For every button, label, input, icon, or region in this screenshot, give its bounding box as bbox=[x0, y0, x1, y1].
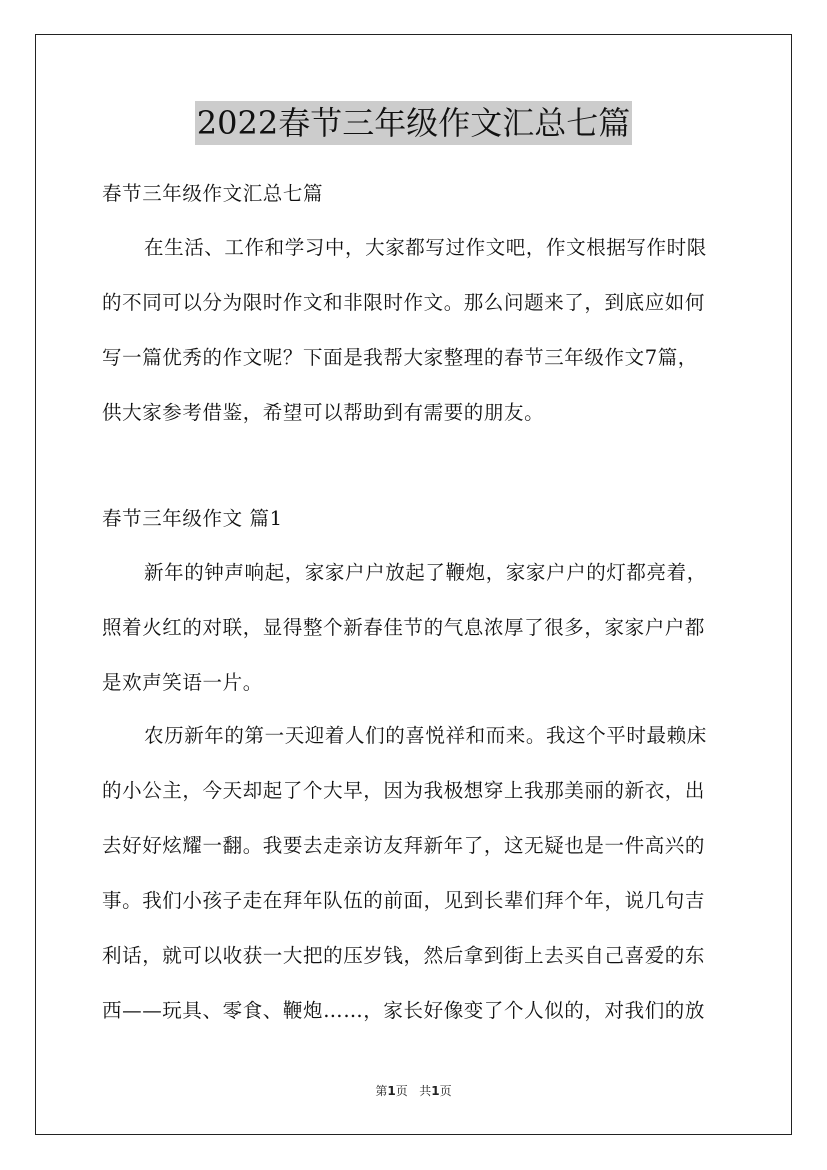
paragraph-line: 事。我们小孩子走在拜年队伍的前面，见到长辈们拜个年，说几句吉 bbox=[102, 889, 706, 912]
section-heading bbox=[102, 491, 728, 546]
document-subtitle bbox=[102, 166, 728, 221]
document-title-text: 2022春节三年级作文汇总七篇 bbox=[195, 101, 632, 145]
page-number bbox=[375, 1084, 407, 1098]
intro-line: 在生活、工作和学习中，大家都写过作文吧，作文根据写作时限 bbox=[144, 236, 707, 259]
total-prefix: 共 bbox=[419, 1084, 432, 1098]
page-prefix: 第 bbox=[375, 1084, 388, 1098]
page-total bbox=[419, 1084, 451, 1098]
intro-line: 供大家参考借鉴，希望可以帮助到有需要的朋友。 bbox=[102, 401, 545, 424]
document-title bbox=[0, 101, 827, 145]
paragraph-line: 新年的钟声响起，家家户户放起了鞭炮，家家户户的灯都亮着， bbox=[144, 561, 707, 584]
paragraph-2 bbox=[102, 708, 728, 1038]
page-footer bbox=[0, 1082, 827, 1099]
total-suffix: 页 bbox=[439, 1084, 452, 1098]
paragraph-line: 西——玩具、零食、鞭炮……，家长好像变了个人似的，对我们的放 bbox=[102, 999, 706, 1022]
page-suffix: 页 bbox=[395, 1084, 408, 1098]
intro-paragraph bbox=[102, 220, 728, 440]
page-current: 1 bbox=[387, 1084, 396, 1098]
paragraph-line: 农历新年的第一天迎着人们的喜悦祥和而来。我这个平时最赖床 bbox=[144, 724, 707, 747]
section-heading-text: 春节三年级作文 篇1 bbox=[102, 507, 283, 530]
intro-line: 写一篇优秀的作文呢？下面是我帮大家整理的春节三年级作文7篇， bbox=[102, 346, 698, 369]
paragraph-line: 照着火红的对联，显得整个新春佳节的气息浓厚了很多，家家户户都 bbox=[102, 616, 706, 639]
paragraph-line: 是欢声笑语一片。 bbox=[102, 671, 263, 694]
intro-line: 的不同可以分为限时作文和非限时作文。那么问题来了，到底应如何 bbox=[102, 291, 706, 314]
total-count: 1 bbox=[431, 1084, 440, 1098]
paragraph-1 bbox=[102, 545, 728, 710]
paragraph-line: 去好好炫耀一翻。我要去走亲访友拜新年了，这无疑也是一件高兴的 bbox=[102, 834, 706, 857]
subtitle-text: 春节三年级作文汇总七篇 bbox=[102, 182, 324, 205]
paragraph-line: 利话，就可以收获一大把的压岁钱，然后拿到街上去买自己喜爱的东 bbox=[102, 944, 706, 967]
paragraph-line: 的小公主，今天却起了个大早，因为我极想穿上我那美丽的新衣，出 bbox=[102, 779, 706, 802]
